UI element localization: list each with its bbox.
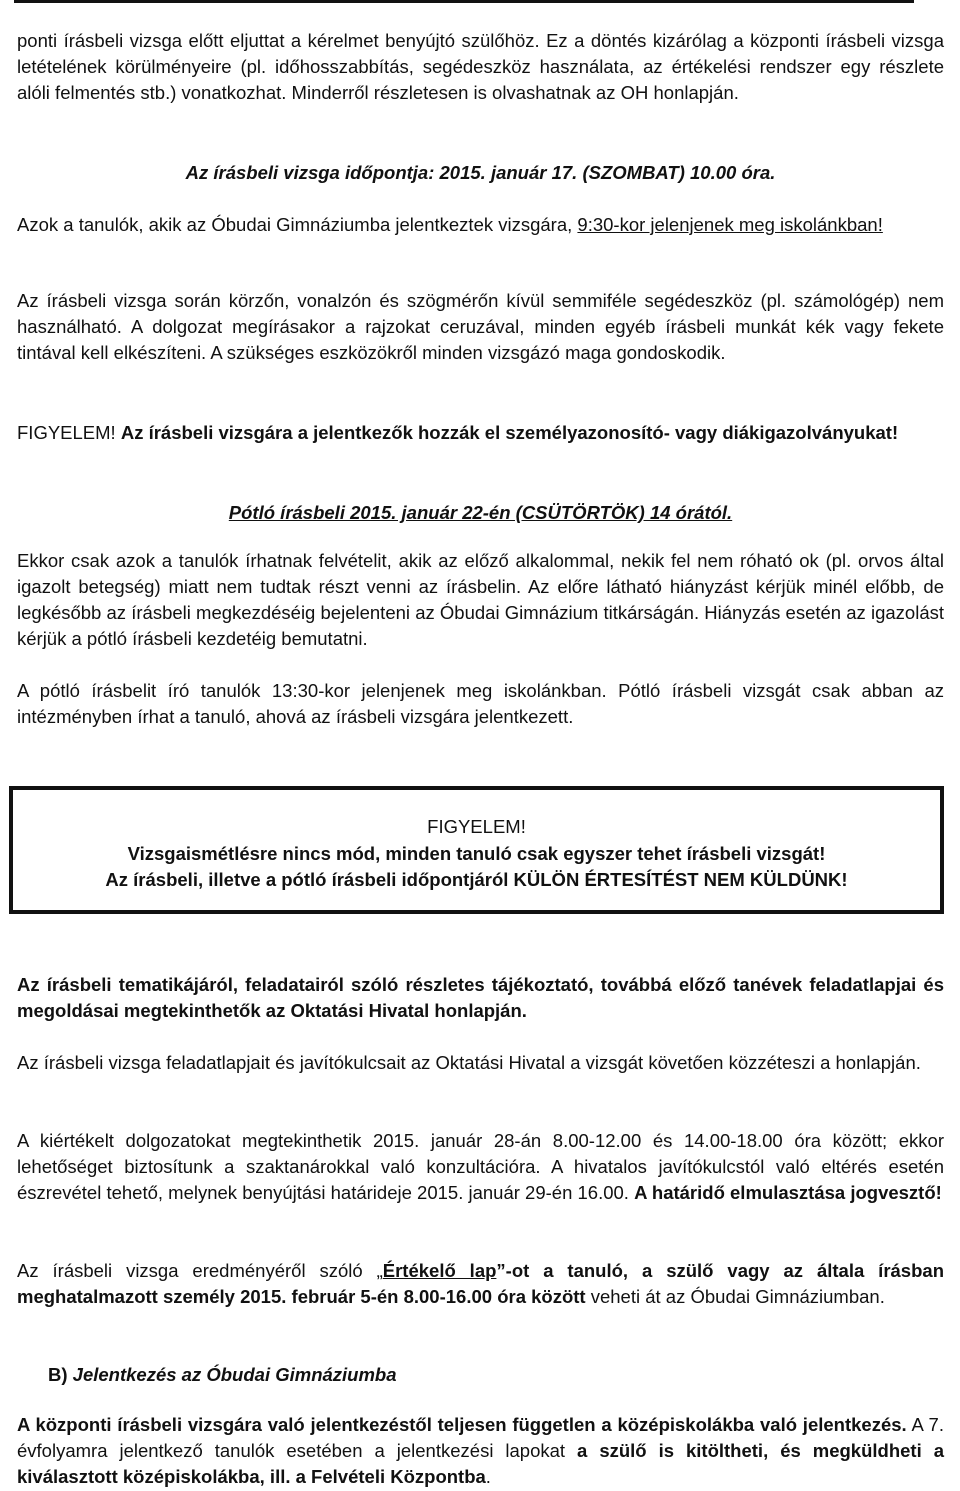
top-rule <box>14 0 914 3</box>
id-warning-text: Az írásbeli vizsgára a jelentkezők hozzák el személyazonosító- vagy diákigazolványukat! <box>120 422 899 443</box>
makeup-exam-heading: Pótló írásbeli 2015. január 22-én (CSÜTÖRTÖK) 14 órától. <box>228 502 733 523</box>
section-b-title: Jelentkezés az Óbudai Gimnáziumba <box>72 1364 397 1385</box>
paragraph-review <box>17 1128 944 1206</box>
exam-date-heading: Az írásbeli vizsga időpontja: 2015. január 17. (SZOMBAT) 10.00 óra. <box>185 162 776 183</box>
results-text-1: Az írásbeli vizsga eredményéről szóló „ <box>17 1260 383 1281</box>
warning-box-line-1: Vizsgaismétlésre nincs mód, minden tanuló csak egyszer tehet írásbeli vizsgát! <box>127 843 826 864</box>
warning-box-line-2: Az írásbeli, illetve a pótló írásbeli időpontjáról KÜLÖN ÉRTESÍTÉST NEM KÜLDÜNK! <box>105 869 848 890</box>
paragraph-accommodation: ponti írásbeli vizsga előtt eljuttat a kérelmet benyújtó szülőhöz. Ez a döntés kizárólag a központi írásbeli vizsga letételének körülményeire (pl. időhosszabbítás, segédeszköz használata, az értékelési rendszer egy részlete alóli felmentés stb.) vonatkozhat. Minderről részletesen is olvashatnak az OH honlapján. <box>17 30 944 103</box>
results-text-2: ”-ot a tanuló, a szülő vagy az általa írásban meghatalmazott személy 2015. február 5-én 8.00-16.00 óra között <box>17 1260 944 1307</box>
application-text-2: A 7. évfolyamra jelentkező tanulók esetében a jelentkezési lapokat <box>17 1414 944 1461</box>
section-b-heading <box>48 1362 944 1388</box>
paragraph-answer-keys: Az írásbeli vizsga feladatlapjait és javítókulcsait az Oktatási Hivatal a vizsgát követően közzéteszi a honlapján. <box>17 1052 921 1073</box>
paragraph-results <box>17 1258 944 1310</box>
application-text-3: a szülő is kitöltheti, és megküldheti a kiválasztott középiskolákba, ill. a Felvételi Központba <box>17 1440 944 1487</box>
section-b-prefix: B) <box>48 1364 73 1385</box>
warning-box-title: FIGYELEM! <box>427 816 526 837</box>
paragraph-tools: Az írásbeli vizsga során körzőn, vonalzón és szögmérőn kívül semmiféle segédeszköz (pl. számológép) nem használható. A dolgozat megírásakor a rajzokat ceruzával, minden egyéb írásbeli munkát kék vagy fekete tintával kell elkészíteni. A szükséges eszközökről minden vizsgázó maga gondoskodik. <box>17 290 944 363</box>
results-text-3: veheti át az Óbudai Gimnáziumban. <box>585 1286 885 1307</box>
warning-box <box>9 786 944 914</box>
paragraph-application <box>17 1412 944 1490</box>
paragraph-id-warning <box>17 420 944 446</box>
arrival-time: 9:30-kor jelenjenek meg iskolánkban! <box>577 214 883 235</box>
warning-label: FIGYELEM! <box>17 422 121 443</box>
review-text: A kiértékelt dolgozatokat megtekinthetik 2015. január 28-án 8.00-12.00 és 14.00-18.00 óra között; ekkor lehetőséget biztosítunk a szaktanárokkal való konzultációra. A hivatalos javítókulcstól való eltérés esetén észrevétel tehető, melynek benyújtási határideje 2015. január 29-én 16.00. <box>17 1130 944 1203</box>
paragraph-arrival <box>17 212 944 238</box>
paragraph-syllabus: Az írásbeli tematikájáról, feladatairól szóló részletes tájékoztató, továbbá előző tanévek feladatlapjai és megoldásai megtekinthetők az Oktatási Hivatal honlapján. <box>17 974 944 1021</box>
application-text-4: . <box>485 1466 491 1487</box>
arrival-text: Azok a tanulók, akik az Óbudai Gimnáziumba jelentkeztek vizsgára, <box>17 214 578 235</box>
paragraph-makeup-arrival: A pótló írásbelit író tanulók 13:30-kor jelenjenek meg iskolánkban. Pótló írásbeli vizsgát csak abban az intézményben írhat a tanuló, ahová az írásbeli vizsgára jelentkezett. <box>17 680 944 727</box>
deadline-warning: A határidő elmulasztása jogvesztő! <box>634 1182 942 1203</box>
paragraph-makeup-conditions: Ekkor csak azok a tanulók írhatnak felvételit, akik az előző alkalommal, nekik fel nem róható ok (pl. orvos által igazolt betegség) miatt nem tudtak részt venni az írásbelin. Az előre látható hiányzást kérjük minél előbb, de legkésőbb az írásbeli megkezdéséig bejelenteni az Óbudai Gimnázium titkárságán. Hiányzás esetén az igazolást kérjük a pótló írásbeli kezdetéig bemutatni. <box>17 550 944 649</box>
evaluation-sheet-term: Értékelő lap <box>382 1260 497 1281</box>
application-text-1: A központi írásbeli vizsgára való jelentkezéstől teljesen független a középiskolákba való jelentkezés. <box>17 1414 907 1435</box>
